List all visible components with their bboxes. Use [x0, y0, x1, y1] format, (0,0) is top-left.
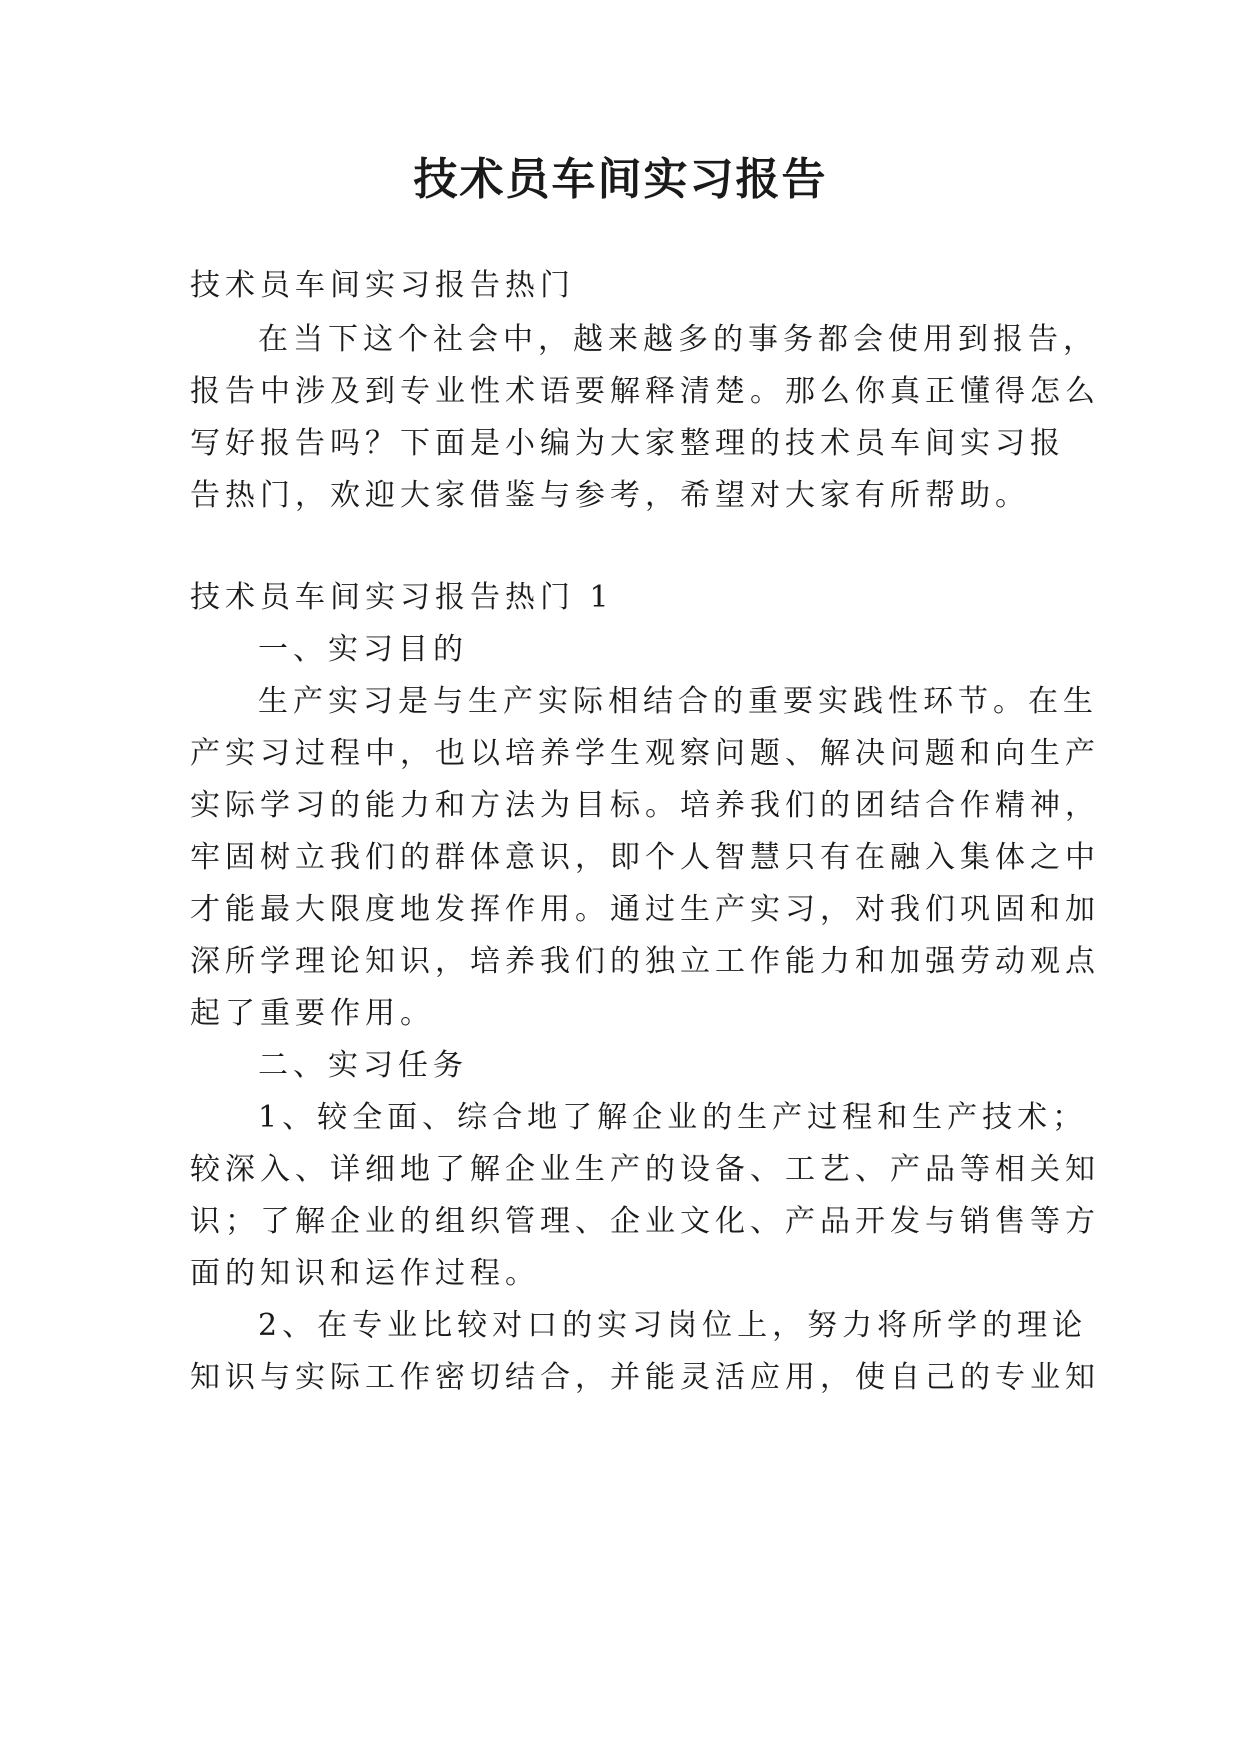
paragraph-line: 较深入、详细地了解企业生产的设备、工艺、产品等相关知: [190, 1152, 1100, 1187]
paragraph-line: 面的知识和运作过程。: [190, 1256, 540, 1291]
intro-line: 报告中涉及到专业性术语要解释清楚。那么你真正懂得怎么: [190, 374, 1100, 409]
paragraph-line: 才能最大限度地发挥作用。通过生产实习，对我们巩固和加: [190, 892, 1100, 927]
paragraph-line: 2、在专业比较对口的实习岗位上，努力将所学的理论: [258, 1308, 1088, 1343]
paragraph-line: 1、较全面、综合地了解企业的生产过程和生产技术；: [258, 1100, 1088, 1135]
paragraph-line: 生产实习是与生产实际相结合的重要实践性环节。在生: [258, 684, 1098, 719]
section-heading: 技术员车间实习报告热门 1: [190, 580, 614, 615]
paragraph-line: 产实习过程中，也以培养学生观察问题、解决问题和向生产: [190, 736, 1100, 771]
subtitle-line: 技术员车间实习报告热门: [190, 268, 575, 303]
document-title: 技术员车间实习报告: [413, 154, 828, 205]
intro-line: 写好报告吗？下面是小编为大家整理的技术员车间实习报: [190, 426, 1065, 461]
paragraph-line: 牢固树立我们的群体意识，即个人智慧只有在融入集体之中: [190, 840, 1100, 875]
subsection-heading: 一、实习目的: [258, 632, 468, 667]
intro-line: 告热门，欢迎大家借鉴与参考，希望对大家有所帮助。: [190, 478, 1030, 513]
paragraph-line: 起了重要作用。: [190, 996, 435, 1031]
paragraph-line: 识；了解企业的组织管理、企业文化、产品开发与销售等方: [190, 1204, 1100, 1239]
paragraph-line: 深所学理论知识，培养我们的独立工作能力和加强劳动观点: [190, 944, 1100, 979]
intro-line: 在当下这个社会中，越来越多的事务都会使用到报告，: [258, 322, 1098, 357]
paragraph-line: 实际学习的能力和方法为目标。培养我们的团结合作精神，: [190, 788, 1100, 823]
subsection-heading: 二、实习任务: [258, 1048, 468, 1083]
paragraph-line: 知识与实际工作密切结合，并能灵活应用，使自己的专业知: [190, 1360, 1100, 1395]
